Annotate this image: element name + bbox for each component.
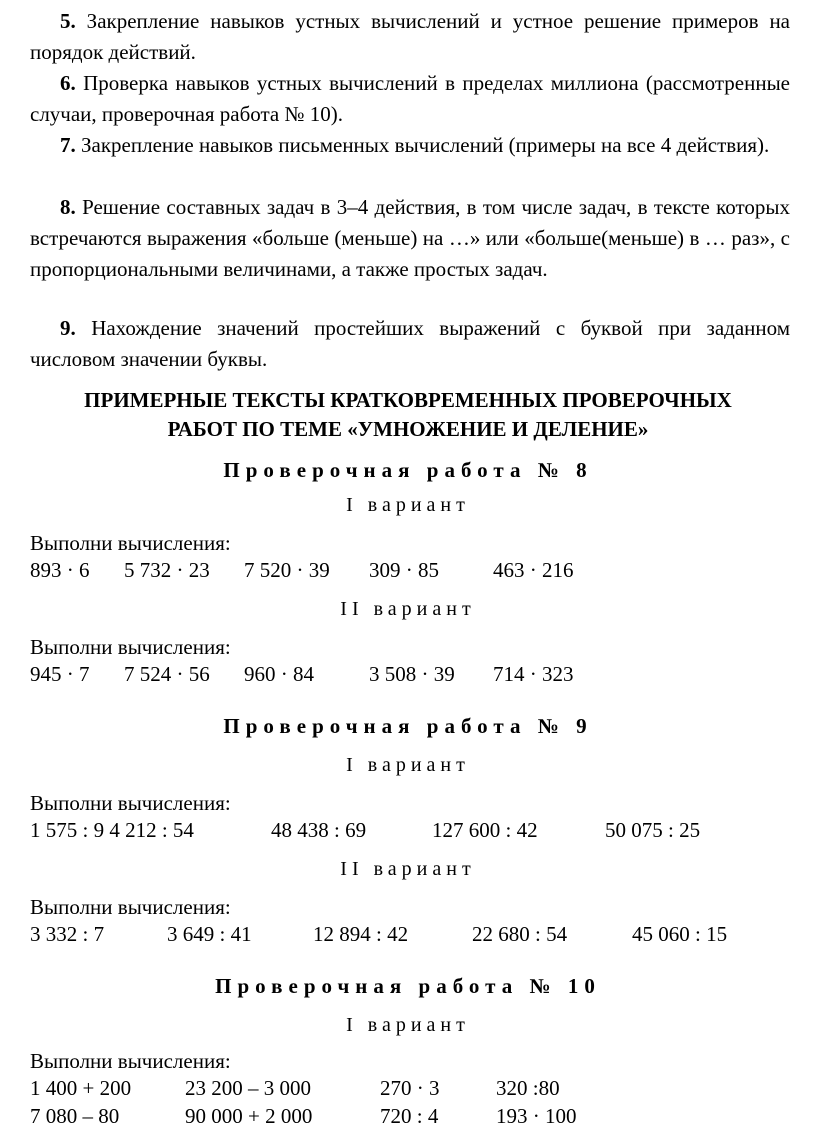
expression: 960 · 84 bbox=[244, 662, 314, 686]
expression: 463 · 216 bbox=[493, 558, 574, 582]
expression: 3 508 · 39 bbox=[369, 662, 455, 686]
item-text: Закрепление навыков письменных вычислений (примеры на все 4 действия). bbox=[81, 133, 770, 157]
variant-label: II вариант bbox=[340, 598, 476, 620]
expression: 320 :80 bbox=[496, 1076, 560, 1100]
expression: 1 400 + 200 bbox=[30, 1076, 132, 1100]
expression: 309 · 85 bbox=[369, 558, 439, 582]
expression: 22 680 : 54 bbox=[472, 922, 568, 946]
instruction: Выполни вычисления: bbox=[30, 635, 231, 659]
expression: 50 075 : 25 bbox=[605, 818, 701, 842]
expression: 7 524 · 56 bbox=[124, 662, 210, 686]
section-heading-line2: РАБОТ ПО ТЕМЕ «УМНОЖЕНИЕ И ДЕЛЕНИЕ» bbox=[167, 417, 649, 441]
expression: 193 · 100 bbox=[496, 1104, 577, 1128]
item-text: Нахождение значений простейших выражений с буквой при заданном числовом значении буквы. bbox=[30, 316, 791, 371]
variant-label: I вариант bbox=[346, 754, 470, 776]
instruction: Выполни вычисления: bbox=[30, 1049, 231, 1073]
expression: 720 : 4 bbox=[380, 1104, 439, 1128]
instruction: Выполни вычисления: bbox=[30, 791, 231, 815]
expression: 90 000 + 2 000 bbox=[185, 1104, 313, 1128]
item-number: 7. bbox=[60, 133, 76, 157]
list-item-6 bbox=[30, 68, 790, 130]
expression: 3 332 : 7 bbox=[30, 922, 105, 946]
section-heading-line1: ПРИМЕРНЫЕ ТЕКСТЫ КРАТКОВРЕМЕННЫХ ПРОВЕРОЧНЫХ bbox=[84, 388, 732, 412]
instruction: Выполни вычисления: bbox=[30, 895, 231, 919]
expression: 714 · 323 bbox=[493, 662, 574, 686]
expression: 945 · 7 bbox=[30, 662, 90, 686]
list-item-7 bbox=[30, 130, 790, 161]
expression: 270 · 3 bbox=[380, 1076, 440, 1100]
item-number: 5. bbox=[60, 9, 76, 33]
instruction: Выполни вычисления: bbox=[30, 531, 231, 555]
expression: 893 · 6 bbox=[30, 558, 90, 582]
expression: 23 200 – 3 000 bbox=[185, 1076, 311, 1100]
item-number: 6. bbox=[60, 71, 76, 95]
expression: 48 438 : 69 bbox=[271, 818, 367, 842]
list-item-9 bbox=[30, 313, 790, 375]
variant-label: I вариант bbox=[346, 494, 470, 516]
item-text: Проверка навыков устных вычислений в пределах миллиона (рассмотренные случаи, проверочная работа № 10). bbox=[30, 71, 791, 126]
variant-label: II вариант bbox=[340, 858, 476, 880]
work-title-10: Проверочная работа № 10 bbox=[215, 974, 601, 998]
expression: 3 649 : 41 bbox=[167, 922, 252, 946]
expression: 12 894 : 42 bbox=[313, 922, 409, 946]
expression: 127 600 : 42 bbox=[432, 818, 538, 842]
list-item-8 bbox=[30, 192, 790, 285]
expression: 5 732 · 23 bbox=[124, 558, 210, 582]
variant-label: I вариант bbox=[346, 1014, 470, 1036]
expression: 7 520 · 39 bbox=[244, 558, 330, 582]
item-number: 8. bbox=[60, 195, 76, 219]
item-number: 9. bbox=[60, 316, 76, 340]
expression: 1 575 : 9 4 212 : 54 bbox=[30, 818, 194, 842]
work-title-8: Проверочная работа № 8 bbox=[223, 458, 593, 482]
work-title-9: Проверочная работа № 9 bbox=[223, 714, 593, 738]
expression: 7 080 – 80 bbox=[30, 1104, 120, 1128]
item-text: Решение составных задач в 3–4 действия, в том числе задач, в тексте которых встречаются выражения «больше (меньше) на …» или «больше(меньше) в … раз», с пропорциональными величинами, а также простых задач. bbox=[30, 195, 790, 281]
expression: 45 060 : 15 bbox=[632, 922, 728, 946]
item-text: Закрепление навыков устных вычислений и устное решение примеров на порядок действий. bbox=[30, 9, 791, 64]
list-item-5 bbox=[30, 6, 790, 68]
